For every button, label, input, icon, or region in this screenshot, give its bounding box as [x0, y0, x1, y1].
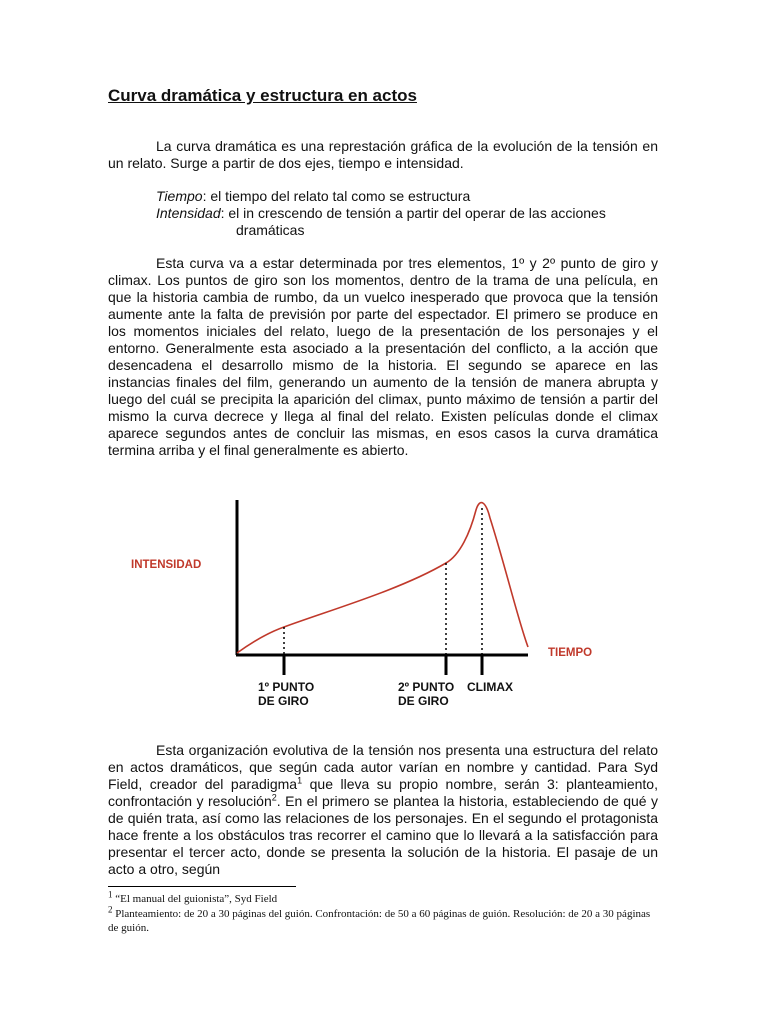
footnote-ref-1: 1 — [297, 775, 303, 786]
footnote-text: “El manual del guionista”, Syd Field — [112, 893, 278, 905]
y-axis-label: INTENSIDAD — [131, 559, 202, 571]
turning-point-1-label — [258, 680, 314, 708]
climax-label — [467, 680, 513, 694]
label-line: DE GIRO — [258, 694, 309, 708]
document-title: Curva dramática y estructura en actos — [108, 86, 417, 105]
intro-paragraph: La curva dramática es una represtación gráfica de la evolución de la tensión en un relato. Surge a partir de dos ejes, tiempo e intensidad. — [108, 138, 658, 171]
footnote-ref-2: 2 — [271, 792, 277, 803]
curve-paragraph: Esta curva va a estar determinada por tres elementos, 1º y 2º punto de giro y climax. Los puntos de giro son los momentos, dentro de la trama de una película, en que la historia cambia de rumbo, da un vuelco inesperado que provoca que la tensión aumente ante la falta de previsión por parte del espectador. El primero se produce en los momentos iniciales del relato, luego de la presentación de los personajes y el entorno. Generalmente esta asociado a la presentación del conflicto, a la acción que desencadena el desarrollo mismo de la historia. El segundo se aparece en las instancias finales del film, generando un aumento de la tensión de manera abrupta y luego del cuál se precipita la aparición del climax, punto máximo de tensión a partir del mismo la curva decrece y llega al final del relato. Existen películas donde el climax aparece segundos antes de concluir las mismas, en esos casos la curva dramática termina arriba y el final generalmente es abierto. — [108, 255, 658, 458]
definition-term: Intensidad — [156, 205, 221, 221]
definition-term: Tiempo — [156, 188, 203, 204]
acts-paragraph — [108, 742, 658, 878]
definition-continuation: dramáticas — [236, 222, 305, 238]
label-line: DE GIRO — [398, 694, 449, 708]
x-axis-label: TIEMPO — [548, 647, 593, 659]
acts-text-part: que lleva su propio nombre, serán 3: planteamiento, confrontación y resolución — [108, 776, 658, 809]
footnote-text: Planteamiento: de 20 a 30 páginas del guión. Confrontación: de 50 a 60 páginas de guión. Resolución: de 20 a 30 páginas de guión. — [108, 908, 651, 934]
turning-point-2-label — [398, 680, 454, 708]
definition-text: : el tiempo del relato tal como se estructura — [202, 188, 471, 204]
label-line: 1º PUNTO — [258, 680, 315, 694]
acts-text-part: . En el primero se plantea la historia, estableciendo de qué y de quién trata, así como las relaciones de los personajes. En el segundo el protagonista hace frente a los obstáculos tras recorrer el camino que lo llevará a la satisfacción para presentar el tercer acto, donde se presenta la solución de la historia. El pasaje de un acto a otro, según — [108, 793, 658, 877]
footnote-1 — [108, 889, 658, 906]
label-line: 2º PUNTO — [398, 680, 455, 694]
footnote-number: 1 — [108, 889, 113, 900]
acts-text-part: Esta organización evolutiva de la tensión nos presenta una estructura del relato en actos dramáticos, que según cada autor varían en nombre y cantidad. Para Syd Field, creador del paradigma — [108, 742, 658, 792]
footnote-divider — [108, 886, 296, 887]
tension-curve — [237, 503, 528, 653]
label-line: CLIMAX — [467, 680, 513, 694]
definition-text: : el in crescendo de tensión a partir del operar de las acciones — [220, 205, 606, 221]
footnote-number: 2 — [108, 904, 113, 915]
footnote-2 — [108, 904, 658, 935]
